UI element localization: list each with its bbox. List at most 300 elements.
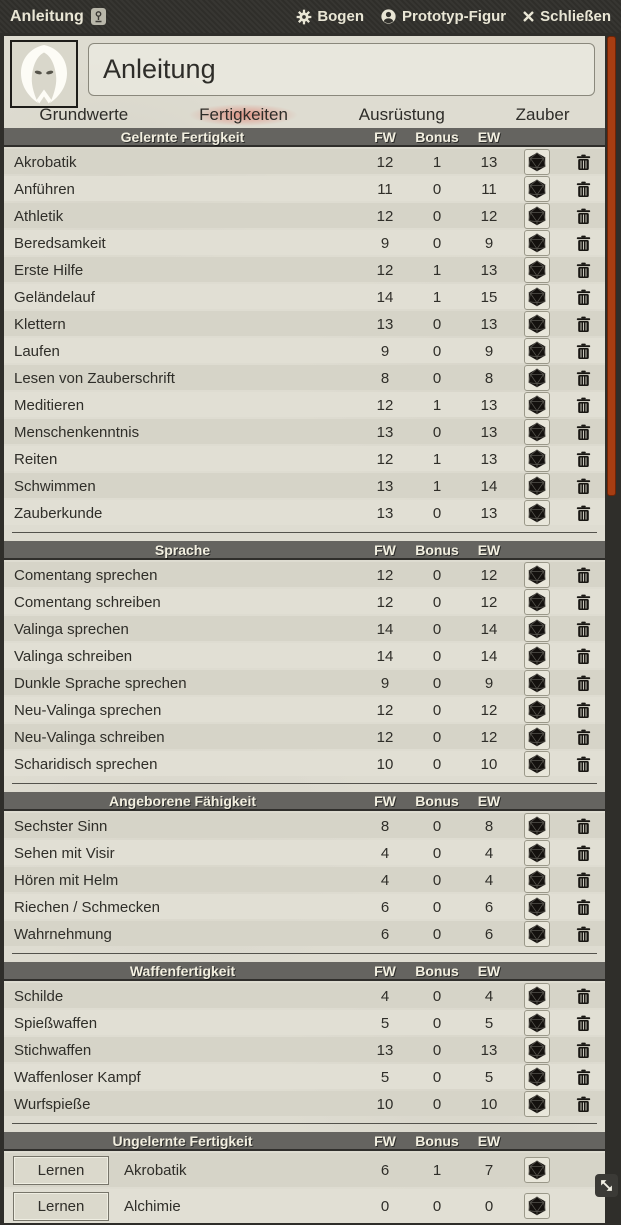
bonus-value: 1	[432, 261, 442, 279]
ew-value: 13	[480, 504, 498, 522]
trash-icon	[576, 756, 591, 773]
column-header-bonus: Bonus	[415, 962, 459, 979]
trash-icon	[576, 675, 591, 692]
bonus-value: 0	[432, 1197, 442, 1215]
bonus-value: 0	[432, 620, 442, 638]
bonus-value: 0	[432, 1014, 442, 1032]
bonus-value: 0	[432, 566, 442, 584]
dice-roll-button[interactable]	[524, 284, 550, 310]
scrollbar-thumb[interactable]	[607, 36, 616, 496]
skill-row	[4, 894, 605, 919]
d20-die-icon	[527, 843, 547, 863]
delete-skill-button[interactable]	[576, 289, 591, 306]
ew-value: 0	[484, 1197, 494, 1215]
ew-value: 4	[484, 871, 494, 889]
skill-name: Reiten	[14, 450, 58, 468]
skill-name: Riechen / Schmecken	[14, 898, 160, 916]
trash-icon	[576, 235, 591, 252]
dice-roll-button[interactable]	[524, 1157, 550, 1183]
column-header-bonus: Bonus	[415, 541, 459, 558]
bonus-value: 0	[432, 1068, 442, 1086]
fw-value: 10	[376, 755, 394, 773]
fw-value: 13	[376, 423, 394, 441]
fw-value: 10	[376, 1095, 394, 1113]
fw-value: 6	[380, 1161, 390, 1179]
delete-skill-button[interactable]	[576, 1069, 591, 1086]
bonus-value: 1	[432, 153, 442, 171]
ew-value: 8	[484, 817, 494, 835]
dice-roll-button[interactable]	[524, 670, 550, 696]
tab-fertigkeiten[interactable]: Fertigkeiten	[189, 104, 298, 126]
trash-icon	[576, 478, 591, 495]
d20-die-icon	[527, 449, 547, 469]
skill-name: Hören mit Helm	[14, 871, 119, 889]
tab-zauber[interactable]: Zauber	[515, 105, 570, 124]
fw-value: 6	[380, 898, 390, 916]
dice-roll-button[interactable]	[524, 446, 550, 472]
dice-roll-button[interactable]	[524, 365, 550, 391]
trash-icon	[576, 1042, 591, 1059]
fw-value: 12	[376, 396, 394, 414]
character-name-input[interactable]	[88, 43, 595, 96]
skill-row	[4, 284, 605, 309]
section-title: Gelernte Fertigkeit	[120, 128, 245, 145]
bonus-value: 0	[432, 755, 442, 773]
dice-roll-button[interactable]	[524, 616, 550, 642]
ew-value: 5	[484, 1014, 494, 1032]
skill-row	[4, 1153, 605, 1187]
ew-value: 11	[481, 180, 497, 198]
skill-name: Athletik	[14, 207, 64, 225]
ew-value: 12	[480, 728, 498, 746]
skill-row	[4, 589, 605, 614]
trash-icon	[576, 845, 591, 862]
trash-icon	[576, 567, 591, 584]
bonus-value: 0	[432, 844, 442, 862]
fw-value: 0	[380, 1197, 390, 1215]
fw-value: 6	[380, 925, 390, 943]
delete-skill-button[interactable]	[576, 621, 591, 638]
trash-icon	[576, 451, 591, 468]
skill-row	[4, 562, 605, 587]
column-header-fw: FW	[374, 128, 396, 145]
ew-value: 4	[484, 987, 494, 1005]
skill-row	[4, 392, 605, 417]
d20-die-icon	[527, 1013, 547, 1033]
ew-value: 6	[484, 898, 494, 916]
delete-skill-button[interactable]	[576, 181, 591, 198]
bonus-value: 0	[432, 342, 442, 360]
tab-ausruestung[interactable]: Ausrüstung	[358, 105, 445, 124]
trash-icon	[576, 988, 591, 1005]
close-button[interactable]	[522, 8, 611, 25]
fw-value: 14	[376, 647, 394, 665]
hooded-figure-icon	[12, 42, 76, 106]
learn-button[interactable]: Lernen	[14, 1193, 108, 1220]
ew-value: 4	[484, 844, 494, 862]
delete-skill-button[interactable]	[576, 370, 591, 387]
skill-name: Laufen	[14, 342, 60, 360]
ew-value: 13	[480, 423, 498, 441]
dice-roll-button[interactable]	[524, 562, 550, 588]
ew-value: 5	[484, 1068, 494, 1086]
fw-value: 5	[380, 1068, 390, 1086]
fw-value: 13	[376, 504, 394, 522]
skill-row	[4, 751, 605, 776]
dice-roll-button[interactable]	[524, 392, 550, 418]
bonus-value: 1	[432, 450, 442, 468]
skill-name: Neu-Valinga sprechen	[14, 701, 162, 719]
ew-value: 9	[484, 234, 494, 252]
d20-die-icon	[527, 260, 547, 280]
trash-icon	[576, 316, 591, 333]
ew-value: 6	[484, 925, 494, 943]
skill-name: Valinga schreiben	[14, 647, 133, 665]
tab-grundwerte[interactable]: Grundwerte	[39, 105, 129, 124]
column-header-ew: EW	[477, 1132, 501, 1149]
fw-value: 14	[376, 620, 394, 638]
skill-row	[4, 1189, 605, 1223]
ew-value: 12	[480, 701, 498, 719]
bonus-value: 0	[432, 315, 442, 333]
dice-roll-button[interactable]	[524, 589, 550, 615]
close-button-label: Schließen	[540, 8, 611, 25]
skill-name: Zauberkunde	[14, 504, 103, 522]
sheet-button[interactable]	[296, 8, 364, 25]
skill-name: Stichwaffen	[14, 1041, 92, 1059]
column-header-ew: EW	[477, 792, 501, 809]
ew-value: 8	[484, 369, 494, 387]
skill-name: Menschenkenntnis	[14, 423, 140, 441]
column-header-ew: EW	[477, 541, 501, 558]
skill-row	[4, 1064, 605, 1089]
skill-name: Anführen	[14, 180, 75, 198]
fw-value: 12	[376, 728, 394, 746]
delete-skill-button[interactable]	[576, 208, 591, 225]
section-divider	[12, 532, 597, 533]
trash-icon	[576, 899, 591, 916]
column-header-fw: FW	[374, 792, 396, 809]
trash-icon	[576, 1096, 591, 1113]
character-sheet-icon	[91, 8, 106, 25]
delete-skill-button[interactable]	[576, 988, 591, 1005]
skill-row	[4, 840, 605, 865]
delete-skill-button[interactable]	[576, 756, 591, 773]
fw-value: 12	[376, 450, 394, 468]
delete-skill-button[interactable]	[576, 397, 591, 414]
delete-skill-button[interactable]	[576, 451, 591, 468]
bonus-value: 0	[432, 369, 442, 387]
d20-die-icon	[527, 1067, 547, 1087]
bonus-value: 1	[432, 1161, 442, 1179]
fw-value: 14	[376, 288, 394, 306]
d20-die-icon	[527, 503, 547, 523]
d20-die-icon	[527, 754, 547, 774]
d20-die-icon	[527, 341, 547, 361]
d20-die-icon	[527, 368, 547, 388]
ew-value: 14	[480, 477, 498, 495]
dice-roll-button[interactable]	[524, 500, 550, 526]
skill-row	[4, 365, 605, 390]
fw-value: 5	[380, 1014, 390, 1032]
dice-roll-button[interactable]	[524, 724, 550, 750]
dice-roll-button[interactable]	[524, 1091, 550, 1117]
dice-roll-button[interactable]	[524, 751, 550, 777]
skill-name: Comentang schreiben	[14, 593, 161, 611]
trash-icon	[576, 926, 591, 943]
d20-die-icon	[527, 700, 547, 720]
skill-row	[4, 983, 605, 1008]
learn-button[interactable]: Lernen	[14, 1157, 108, 1184]
scrollbar-track	[607, 36, 616, 1193]
sheet-header	[4, 36, 605, 128]
skill-row	[4, 419, 605, 444]
skill-name: Klettern	[14, 315, 66, 333]
dice-roll-button[interactable]	[524, 1037, 550, 1063]
delete-skill-button[interactable]	[576, 567, 591, 584]
skill-row	[4, 230, 605, 255]
fw-value: 4	[380, 871, 390, 889]
dice-roll-button[interactable]	[524, 473, 550, 499]
delete-skill-button[interactable]	[576, 729, 591, 746]
delete-skill-button[interactable]	[576, 675, 591, 692]
sheet-button-label: Bogen	[317, 8, 364, 25]
skill-name: Akrobatik	[124, 1161, 187, 1179]
skill-name: Spießwaffen	[14, 1014, 98, 1032]
close-icon	[522, 10, 535, 23]
delete-skill-button[interactable]	[576, 343, 591, 360]
skill-row	[4, 1037, 605, 1062]
dice-roll-button[interactable]	[524, 983, 550, 1009]
dice-roll-button[interactable]	[524, 867, 550, 893]
fw-value: 4	[380, 844, 390, 862]
section-title: Waffenfertigkeit	[129, 962, 236, 979]
bonus-value: 0	[432, 728, 442, 746]
dice-roll-button[interactable]	[524, 1193, 550, 1219]
bonus-value: 0	[432, 504, 442, 522]
delete-skill-button[interactable]	[576, 235, 591, 252]
d20-die-icon	[527, 1196, 547, 1216]
skill-row	[4, 616, 605, 641]
bonus-value: 0	[432, 925, 442, 943]
trash-icon	[576, 648, 591, 665]
dice-roll-button[interactable]	[524, 230, 550, 256]
column-header-ew: EW	[477, 962, 501, 979]
bonus-value: 1	[432, 396, 442, 414]
trash-icon	[576, 1015, 591, 1032]
tab-bar	[4, 102, 605, 128]
dice-roll-button[interactable]	[524, 921, 550, 947]
d20-die-icon	[527, 592, 547, 612]
delete-skill-button[interactable]	[576, 818, 591, 835]
fw-value: 9	[380, 674, 390, 692]
section-header	[4, 128, 605, 147]
trash-icon	[576, 289, 591, 306]
resize-diagonal-icon	[598, 1177, 615, 1194]
skill-name: Lesen von Zauberschrift	[14, 369, 175, 387]
ew-value: 13	[480, 1041, 498, 1059]
resize-handle[interactable]	[595, 1174, 618, 1197]
delete-skill-button[interactable]	[576, 702, 591, 719]
dice-roll-button[interactable]	[524, 1010, 550, 1036]
skill-row	[4, 724, 605, 749]
fw-value: 9	[380, 234, 390, 252]
bonus-value: 0	[432, 647, 442, 665]
trash-icon	[576, 594, 591, 611]
dice-roll-button[interactable]	[524, 419, 550, 445]
skill-name: Geländelauf	[14, 288, 95, 306]
prototype-figure-button[interactable]	[380, 8, 506, 25]
sheet-content	[4, 36, 605, 1215]
character-portrait[interactable]	[10, 40, 78, 108]
fw-value: 12	[376, 207, 394, 225]
column-header-ew: EW	[477, 128, 501, 145]
ew-value: 9	[484, 674, 494, 692]
delete-skill-button[interactable]	[576, 478, 591, 495]
dice-roll-button[interactable]	[524, 643, 550, 669]
d20-die-icon	[527, 619, 547, 639]
column-header-fw: FW	[374, 1132, 396, 1149]
skill-name: Schilde	[14, 987, 64, 1005]
dice-roll-button[interactable]	[524, 338, 550, 364]
d20-die-icon	[527, 206, 547, 226]
fw-value: 12	[376, 566, 394, 584]
d20-die-icon	[527, 422, 547, 442]
dice-roll-button[interactable]	[524, 840, 550, 866]
prototype-figure-label: Prototyp-Figur	[401, 8, 507, 25]
column-header-bonus: Bonus	[415, 128, 459, 145]
delete-skill-button[interactable]	[576, 594, 591, 611]
skill-row	[4, 500, 605, 525]
fw-value: 13	[376, 477, 394, 495]
skill-name: Comentang sprechen	[14, 566, 158, 584]
trash-icon	[576, 1069, 591, 1086]
d20-die-icon	[527, 476, 547, 496]
delete-skill-button[interactable]	[576, 316, 591, 333]
bonus-value: 1	[432, 288, 442, 306]
fw-value: 12	[376, 701, 394, 719]
trash-icon	[576, 208, 591, 225]
skill-row	[4, 813, 605, 838]
d20-die-icon	[527, 1160, 547, 1180]
d20-die-icon	[527, 646, 547, 666]
skill-name: Valinga sprechen	[14, 620, 129, 638]
bonus-value: 0	[432, 207, 442, 225]
ew-value: 12	[480, 207, 498, 225]
d20-die-icon	[527, 816, 547, 836]
dice-roll-button[interactable]	[524, 176, 550, 202]
skill-row	[4, 643, 605, 668]
section-divider	[12, 1123, 597, 1124]
d20-die-icon	[527, 924, 547, 944]
ew-value: 13	[480, 153, 498, 171]
trash-icon	[576, 872, 591, 889]
dice-roll-button[interactable]	[524, 311, 550, 337]
fw-value: 13	[376, 315, 394, 333]
ew-value: 14	[480, 647, 498, 665]
skill-row	[4, 149, 605, 174]
bonus-value: 0	[432, 817, 442, 835]
ew-value: 13	[480, 315, 498, 333]
delete-skill-button[interactable]	[576, 1015, 591, 1032]
skill-row	[4, 446, 605, 471]
delete-skill-button[interactable]	[576, 926, 591, 943]
trash-icon	[576, 370, 591, 387]
fw-value: 12	[376, 261, 394, 279]
section-title: Sprache	[154, 541, 211, 558]
column-header-bonus: Bonus	[415, 792, 459, 809]
bonus-value: 0	[432, 1041, 442, 1059]
d20-die-icon	[527, 673, 547, 693]
dice-roll-button[interactable]	[524, 894, 550, 920]
delete-skill-button[interactable]	[576, 505, 591, 522]
delete-skill-button[interactable]	[576, 845, 591, 862]
column-header-fw: FW	[374, 962, 396, 979]
fw-value: 12	[376, 593, 394, 611]
d20-die-icon	[527, 152, 547, 172]
delete-skill-button[interactable]	[576, 899, 591, 916]
ew-value: 12	[480, 566, 498, 584]
trash-icon	[576, 621, 591, 638]
bonus-value: 0	[432, 593, 442, 611]
dice-roll-button[interactable]	[524, 149, 550, 175]
trash-icon	[576, 424, 591, 441]
trash-icon	[576, 702, 591, 719]
user-icon	[380, 8, 397, 25]
skill-name: Beredsamkeit	[14, 234, 106, 252]
delete-skill-button[interactable]	[576, 872, 591, 889]
ew-value: 12	[480, 593, 498, 611]
d20-die-icon	[527, 1040, 547, 1060]
ew-value: 9	[484, 342, 494, 360]
trash-icon	[576, 181, 591, 198]
section-title: Ungelernte Fertigkeit	[112, 1132, 253, 1149]
dice-roll-button[interactable]	[524, 203, 550, 229]
delete-skill-button[interactable]	[576, 1042, 591, 1059]
dice-roll-button[interactable]	[524, 697, 550, 723]
ew-value: 10	[480, 755, 498, 773]
delete-skill-button[interactable]	[576, 154, 591, 171]
delete-skill-button[interactable]	[576, 424, 591, 441]
dice-roll-button[interactable]	[524, 1064, 550, 1090]
ew-value: 13	[480, 396, 498, 414]
dice-roll-button[interactable]	[524, 813, 550, 839]
skill-row	[4, 921, 605, 946]
skill-row	[4, 1010, 605, 1035]
fw-value: 8	[380, 369, 390, 387]
skill-row	[4, 338, 605, 363]
trash-icon	[576, 262, 591, 279]
fw-value: 8	[380, 817, 390, 835]
skill-row	[4, 867, 605, 892]
delete-skill-button[interactable]	[576, 648, 591, 665]
delete-skill-button[interactable]	[576, 1096, 591, 1113]
ew-value: 14	[480, 620, 498, 638]
section-divider	[12, 953, 597, 954]
d20-die-icon	[527, 897, 547, 917]
delete-skill-button[interactable]	[576, 262, 591, 279]
section-divider	[12, 783, 597, 784]
skill-name: Erste Hilfe	[14, 261, 84, 279]
skill-name: Wahrnehmung	[14, 925, 112, 943]
skill-name: Dunkle Sprache sprechen	[14, 674, 187, 692]
titlebar	[0, 0, 621, 33]
bonus-value: 0	[432, 871, 442, 889]
skill-name: Scharidisch sprechen	[14, 755, 158, 773]
ew-value: 13	[480, 450, 498, 468]
section-header	[4, 1132, 605, 1151]
dice-roll-button[interactable]	[524, 257, 550, 283]
